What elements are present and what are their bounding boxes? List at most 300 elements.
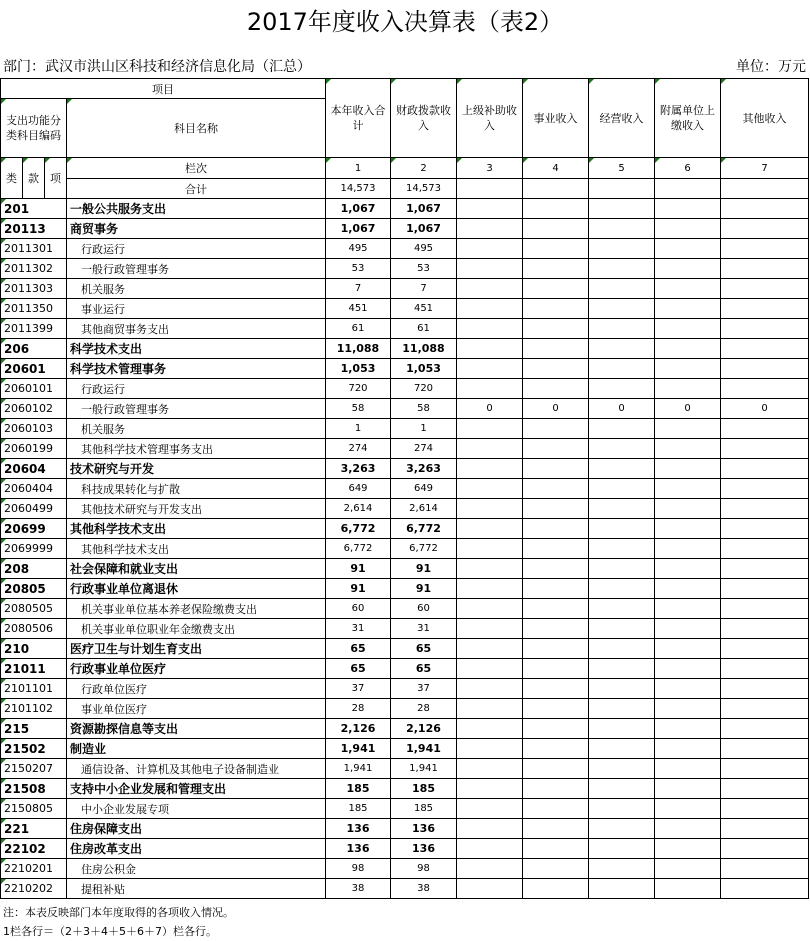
row-value-5 [589,219,655,239]
total-value-5 [589,179,655,199]
row-name: 科学技术管理事务 [67,359,326,379]
row-name: 其他科学技术支出 [67,539,326,559]
header-func-code: 支出功能分类科目编码 [1,99,67,158]
row-value-4 [523,419,589,439]
report-title: 2017年度收入决算表（表2） [246,8,564,36]
row-value-4 [523,219,589,239]
table-row [1,199,809,219]
row-code: 2011303 [1,279,67,299]
row-code: 2011399 [1,319,67,339]
total-value-3 [457,179,523,199]
header-col-5: 经营收入 [589,79,655,158]
row-code: 20113 [1,219,67,239]
row-value-4 [523,319,589,339]
row-value-4 [523,799,589,819]
row-value-4 [523,719,589,739]
row-value-5 [589,439,655,459]
row-value-7 [721,599,809,619]
table-row [1,219,809,239]
row-value-1: 495 [326,239,391,259]
column-index-label: 栏次 [67,158,326,179]
row-value-5 [589,539,655,559]
row-value-2: 61 [391,319,457,339]
row-value-1: 185 [326,779,391,799]
row-value-2: 136 [391,819,457,839]
row-value-4 [523,739,589,759]
row-value-4 [523,279,589,299]
row-value-1: 65 [326,659,391,679]
row-value-6 [655,479,721,499]
table-row [1,359,809,379]
row-value-4 [523,439,589,459]
row-value-6 [655,599,721,619]
row-value-5 [589,679,655,699]
row-value-2: 2,126 [391,719,457,739]
row-value-5 [589,779,655,799]
row-value-3 [457,219,523,239]
table-row [1,879,809,899]
column-number-2: 2 [391,158,457,179]
row-value-7 [721,659,809,679]
total-row [1,179,809,199]
row-value-2: 65 [391,639,457,659]
row-value-5 [589,579,655,599]
row-value-4 [523,879,589,899]
row-value-6 [655,319,721,339]
row-name: 技术研究与开发 [67,459,326,479]
row-name: 机关事业单位基本养老保险缴费支出 [67,599,326,619]
row-value-2: 1,053 [391,359,457,379]
row-value-7 [721,499,809,519]
row-value-1: 31 [326,619,391,639]
row-value-2: 720 [391,379,457,399]
note-2: 1栏各行＝（2＋3＋4＋5＋6＋7）栏各行。 [3,925,217,938]
table-row [1,419,809,439]
row-code: 2069999 [1,539,67,559]
row-name: 科技成果转化与扩散 [67,479,326,499]
row-name: 其他技术研究与开发支出 [67,499,326,519]
row-value-7 [721,459,809,479]
row-value-1: 91 [326,559,391,579]
row-value-7 [721,239,809,259]
row-value-7 [721,839,809,859]
table-row [1,819,809,839]
row-value-2: 136 [391,839,457,859]
total-value-6 [655,179,721,199]
row-value-2: 451 [391,299,457,319]
row-value-5 [589,519,655,539]
row-value-7 [721,519,809,539]
header-col-3: 上级补助收入 [457,79,523,158]
table-row [1,579,809,599]
row-value-6 [655,559,721,579]
header-col-7: 其他收入 [721,79,809,158]
row-value-6 [655,799,721,819]
row-value-1: 451 [326,299,391,319]
row-value-3 [457,519,523,539]
row-value-5 [589,379,655,399]
table-row [1,299,809,319]
row-value-7 [721,879,809,899]
row-code: 20699 [1,519,67,539]
row-code: 210 [1,639,67,659]
table-row [1,859,809,879]
row-value-3 [457,479,523,499]
row-value-3 [457,339,523,359]
row-value-6: 0 [655,399,721,419]
row-value-6 [655,339,721,359]
row-value-4 [523,779,589,799]
row-value-2: 53 [391,259,457,279]
row-code: 20805 [1,579,67,599]
row-value-7 [721,439,809,459]
row-value-1: 720 [326,379,391,399]
row-value-3 [457,559,523,579]
table-row [1,319,809,339]
row-value-7 [721,539,809,559]
table-row [1,479,809,499]
row-value-3 [457,499,523,519]
row-value-4: 0 [523,399,589,419]
row-value-7 [721,559,809,579]
row-code: 2060103 [1,419,67,439]
row-value-2: 1,067 [391,199,457,219]
table-row [1,639,809,659]
row-name: 制造业 [67,739,326,759]
row-value-6 [655,719,721,739]
column-number-7: 7 [721,158,809,179]
row-value-4 [523,479,589,499]
row-value-5 [589,359,655,379]
row-value-1: 136 [326,819,391,839]
row-name: 通信设备、计算机及其他电子设备制造业 [67,759,326,779]
row-value-1: 2,614 [326,499,391,519]
row-value-5 [589,319,655,339]
row-value-2: 6,772 [391,539,457,559]
row-name: 资源勘探信息等支出 [67,719,326,739]
department-label: 部门：武汉市洪山区科技和经济信息化局（汇总） [3,59,311,75]
row-value-2: 1,067 [391,219,457,239]
row-value-7 [721,699,809,719]
row-value-7 [721,279,809,299]
row-value-1: 28 [326,699,391,719]
row-value-7 [721,339,809,359]
row-value-6 [655,259,721,279]
row-name: 行政单位医疗 [67,679,326,699]
table-row [1,539,809,559]
row-value-6 [655,199,721,219]
row-value-5 [589,499,655,519]
row-value-7 [721,779,809,799]
row-code: 2150207 [1,759,67,779]
row-name: 事业单位医疗 [67,699,326,719]
row-name: 医疗卫生与计划生育支出 [67,639,326,659]
row-code: 2210202 [1,879,67,899]
row-name: 中小企业发展专项 [67,799,326,819]
row-code: 2101102 [1,699,67,719]
row-value-7 [721,419,809,439]
row-code: 2060102 [1,399,67,419]
row-code: 221 [1,819,67,839]
row-value-1: 1,067 [326,199,391,219]
row-value-5 [589,799,655,819]
row-value-5 [589,419,655,439]
row-value-2: 37 [391,679,457,699]
row-value-3 [457,739,523,759]
row-code: 2210201 [1,859,67,879]
row-value-5 [589,859,655,879]
row-value-5 [589,479,655,499]
table-row [1,559,809,579]
row-value-6 [655,859,721,879]
row-name: 行政事业单位医疗 [67,659,326,679]
row-name: 支持中小企业发展和管理支出 [67,779,326,799]
row-value-2: 98 [391,859,457,879]
row-value-6 [655,739,721,759]
row-value-2: 1,941 [391,739,457,759]
row-value-7 [721,859,809,879]
row-name: 其他科学技术支出 [67,519,326,539]
row-value-7 [721,679,809,699]
row-value-2: 31 [391,619,457,639]
row-value-6 [655,359,721,379]
row-value-6 [655,379,721,399]
column-number-3: 3 [457,158,523,179]
row-value-5 [589,239,655,259]
row-value-3 [457,839,523,859]
row-value-4 [523,339,589,359]
row-value-6 [655,639,721,659]
row-value-5 [589,299,655,319]
row-value-2: 2,614 [391,499,457,519]
row-code: 2060404 [1,479,67,499]
row-value-3 [457,859,523,879]
row-value-3 [457,719,523,739]
row-value-3 [457,799,523,819]
row-value-6 [655,519,721,539]
row-code: 206 [1,339,67,359]
table-row [1,399,809,419]
row-value-3 [457,579,523,599]
row-code: 2060199 [1,439,67,459]
row-value-2: 11,088 [391,339,457,359]
row-value-1: 649 [326,479,391,499]
row-value-6 [655,879,721,899]
row-code: 2011350 [1,299,67,319]
table-row [1,379,809,399]
row-value-4 [523,619,589,639]
row-value-4 [523,359,589,379]
row-value-4 [523,299,589,319]
row-value-6 [655,499,721,519]
row-value-2: 3,263 [391,459,457,479]
row-value-4 [523,839,589,859]
row-name: 住房改革支出 [67,839,326,859]
table-row [1,699,809,719]
row-value-4 [523,239,589,259]
row-value-6 [655,239,721,259]
table-row [1,719,809,739]
column-number-6: 6 [655,158,721,179]
header-subject-name: 科目名称 [67,99,326,158]
table-row [1,259,809,279]
header-section: 款 [23,158,45,199]
row-value-3 [457,299,523,319]
row-value-3 [457,239,523,259]
row-value-5 [589,839,655,859]
row-code: 201 [1,199,67,219]
total-value-2: 14,573 [391,179,457,199]
row-value-7 [721,259,809,279]
column-number-5: 5 [589,158,655,179]
row-value-2: 91 [391,579,457,599]
row-code: 2080506 [1,619,67,639]
row-value-7 [721,759,809,779]
row-code: 21011 [1,659,67,679]
total-label: 合计 [67,179,326,199]
table-row [1,279,809,299]
table-row [1,659,809,679]
row-value-2: 28 [391,699,457,719]
row-value-3 [457,779,523,799]
row-value-7 [721,619,809,639]
row-value-7 [721,379,809,399]
row-value-6 [655,759,721,779]
row-value-1: 6,772 [326,539,391,559]
row-value-2: 1,941 [391,759,457,779]
row-value-5 [589,619,655,639]
row-value-3 [457,419,523,439]
table-row [1,779,809,799]
row-name: 机关服务 [67,279,326,299]
row-value-4 [523,499,589,519]
total-value-7 [721,179,809,199]
total-value-4 [523,179,589,199]
row-value-2: 274 [391,439,457,459]
row-value-2: 6,772 [391,519,457,539]
table-row [1,239,809,259]
header-class: 类 [1,158,23,199]
row-value-1: 11,088 [326,339,391,359]
row-value-3 [457,319,523,339]
row-value-5 [589,339,655,359]
row-value-3 [457,639,523,659]
row-value-4 [523,579,589,599]
header-col-2: 财政拨款收入 [391,79,457,158]
row-name: 一般行政管理事务 [67,259,326,279]
row-value-2: 60 [391,599,457,619]
row-name: 提租补贴 [67,879,326,899]
row-value-7 [721,639,809,659]
row-value-5 [589,559,655,579]
row-value-6 [655,819,721,839]
row-value-6 [655,659,721,679]
row-code: 22102 [1,839,67,859]
row-name: 其他商贸事务支出 [67,319,326,339]
row-value-1: 1,941 [326,739,391,759]
row-value-1: 38 [326,879,391,899]
row-value-1: 7 [326,279,391,299]
row-value-7 [721,479,809,499]
row-value-4 [523,859,589,879]
row-value-3 [457,439,523,459]
row-value-4 [523,699,589,719]
row-name: 事业运行 [67,299,326,319]
unit-label: 单位：万元 [736,59,806,75]
row-code: 21502 [1,739,67,759]
table-row [1,499,809,519]
row-value-2: 495 [391,239,457,259]
row-value-6 [655,299,721,319]
row-value-4 [523,659,589,679]
table-row [1,459,809,479]
row-code: 21508 [1,779,67,799]
row-value-3 [457,359,523,379]
row-value-5 [589,259,655,279]
row-value-4 [523,259,589,279]
row-value-1: 6,772 [326,519,391,539]
row-code: 2101101 [1,679,67,699]
table-row [1,839,809,859]
row-value-1: 136 [326,839,391,859]
row-value-3 [457,539,523,559]
row-code: 2080505 [1,599,67,619]
table-row [1,679,809,699]
row-name: 社会保障和就业支出 [67,559,326,579]
column-number-1: 1 [326,158,391,179]
row-value-1: 1,941 [326,759,391,779]
row-value-3 [457,659,523,679]
row-value-6 [655,459,721,479]
row-value-6 [655,679,721,699]
row-value-7: 0 [721,399,809,419]
row-value-7 [721,739,809,759]
row-value-3 [457,379,523,399]
row-value-3 [457,699,523,719]
row-value-3 [457,279,523,299]
row-value-4 [523,539,589,559]
row-value-2: 58 [391,399,457,419]
row-value-1: 65 [326,639,391,659]
row-code: 2150805 [1,799,67,819]
row-name: 住房公积金 [67,859,326,879]
table-row [1,739,809,759]
row-value-4 [523,819,589,839]
row-value-4 [523,519,589,539]
row-value-7 [721,579,809,599]
row-value-2: 7 [391,279,457,299]
table-row [1,599,809,619]
row-value-1: 3,263 [326,459,391,479]
row-value-5 [589,459,655,479]
row-value-2: 38 [391,879,457,899]
row-value-7 [721,799,809,819]
row-name: 商贸事务 [67,219,326,239]
note-1: 注：本表反映部门本年度取得的各项收入情况。 [3,906,234,919]
row-value-3 [457,619,523,639]
row-value-6 [655,699,721,719]
row-value-1: 91 [326,579,391,599]
row-name: 其他科学技术管理事务支出 [67,439,326,459]
row-value-7 [721,299,809,319]
row-value-3 [457,599,523,619]
row-code: 20601 [1,359,67,379]
row-value-3 [457,259,523,279]
row-code: 20604 [1,459,67,479]
table-row [1,619,809,639]
row-code: 208 [1,559,67,579]
header-col-1: 本年收入合计 [326,79,391,158]
